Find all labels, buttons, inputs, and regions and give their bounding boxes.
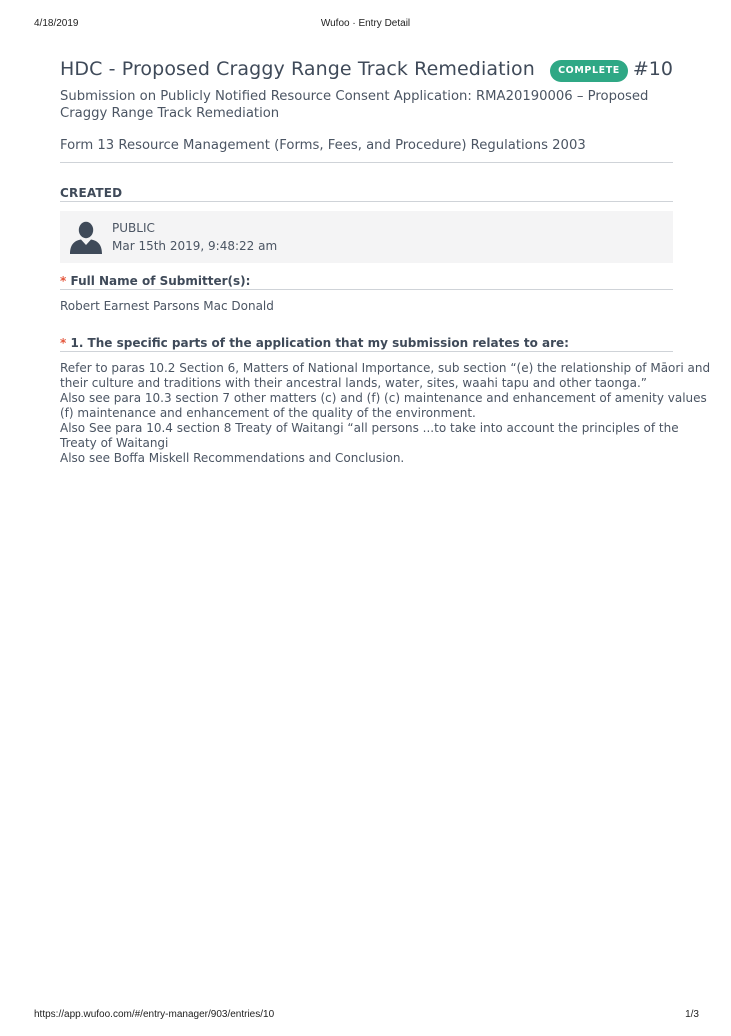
created-by: PUBLIC — [112, 221, 155, 235]
created-date: Mar 15th 2019, 9:48:22 am — [112, 239, 278, 253]
field-label-text: 1. The specific parts of the application that my submission relates to are: — [70, 336, 569, 350]
print-footer — [0, 1009, 731, 1023]
entry-title: HDC - Proposed Craggy Range Track Remediation — [60, 58, 535, 80]
print-header — [0, 18, 731, 32]
entry-number: #10 — [632, 58, 673, 80]
user-silhouette-icon — [69, 220, 103, 254]
answer-line: (f) maintenance and enhancement of the quality of the environment. — [60, 406, 476, 420]
answer-line: Also see Boffa Miskell Recommendations and Conclusion. — [60, 451, 405, 465]
page-number: 1/3 — [685, 1009, 699, 1020]
created-label: CREATED — [60, 186, 673, 202]
field-label-full-name — [60, 274, 673, 290]
entry-header — [60, 56, 673, 88]
entry-subtitle: Submission on Publicly Notified Resource Consent Application: RMA20190006 – Proposed Craggy Range Track Remediation — [60, 89, 649, 121]
status-badge: COMPLETE — [550, 60, 628, 82]
field-value-specific-parts — [60, 361, 711, 466]
entry-detail — [60, 56, 711, 466]
answer-line: Refer to paras 10.2 Section 6, Matters of National Importance, sub section “(e) the relationship of Māori and — [60, 361, 711, 375]
answer-line: their culture and traditions with their ancestral lands, water, sites, waahi tapu and other taonga.” — [60, 376, 647, 390]
print-page-title: Wufoo · Entry Detail — [320, 18, 411, 29]
answer-line: Also See para 10.4 section 8 Treaty of Waitangi “all persons ...to take into account the principles of the — [60, 421, 679, 435]
print-date: 4/18/2019 — [34, 18, 79, 29]
field-label-text: Full Name of Submitter(s): — [70, 274, 251, 288]
required-marker: * — [60, 336, 67, 350]
answer-line: Also see para 10.3 section 7 other matters (c) and (f) (c) maintenance and enhancement of amenity values — [60, 391, 707, 405]
required-marker: * — [60, 274, 67, 288]
form-reference: Form 13 Resource Management (Forms, Fees, and Procedure) Regulations 2003 — [60, 137, 673, 163]
answer-line: Treaty of Waitangi — [60, 436, 169, 450]
print-url: https://app.wufoo.com/#/entry-manager/903/entries/10 — [34, 1009, 275, 1020]
created-panel — [60, 211, 673, 263]
field-label-specific-parts — [60, 336, 673, 352]
field-value-full-name: Robert Earnest Parsons Mac Donald — [60, 299, 274, 313]
